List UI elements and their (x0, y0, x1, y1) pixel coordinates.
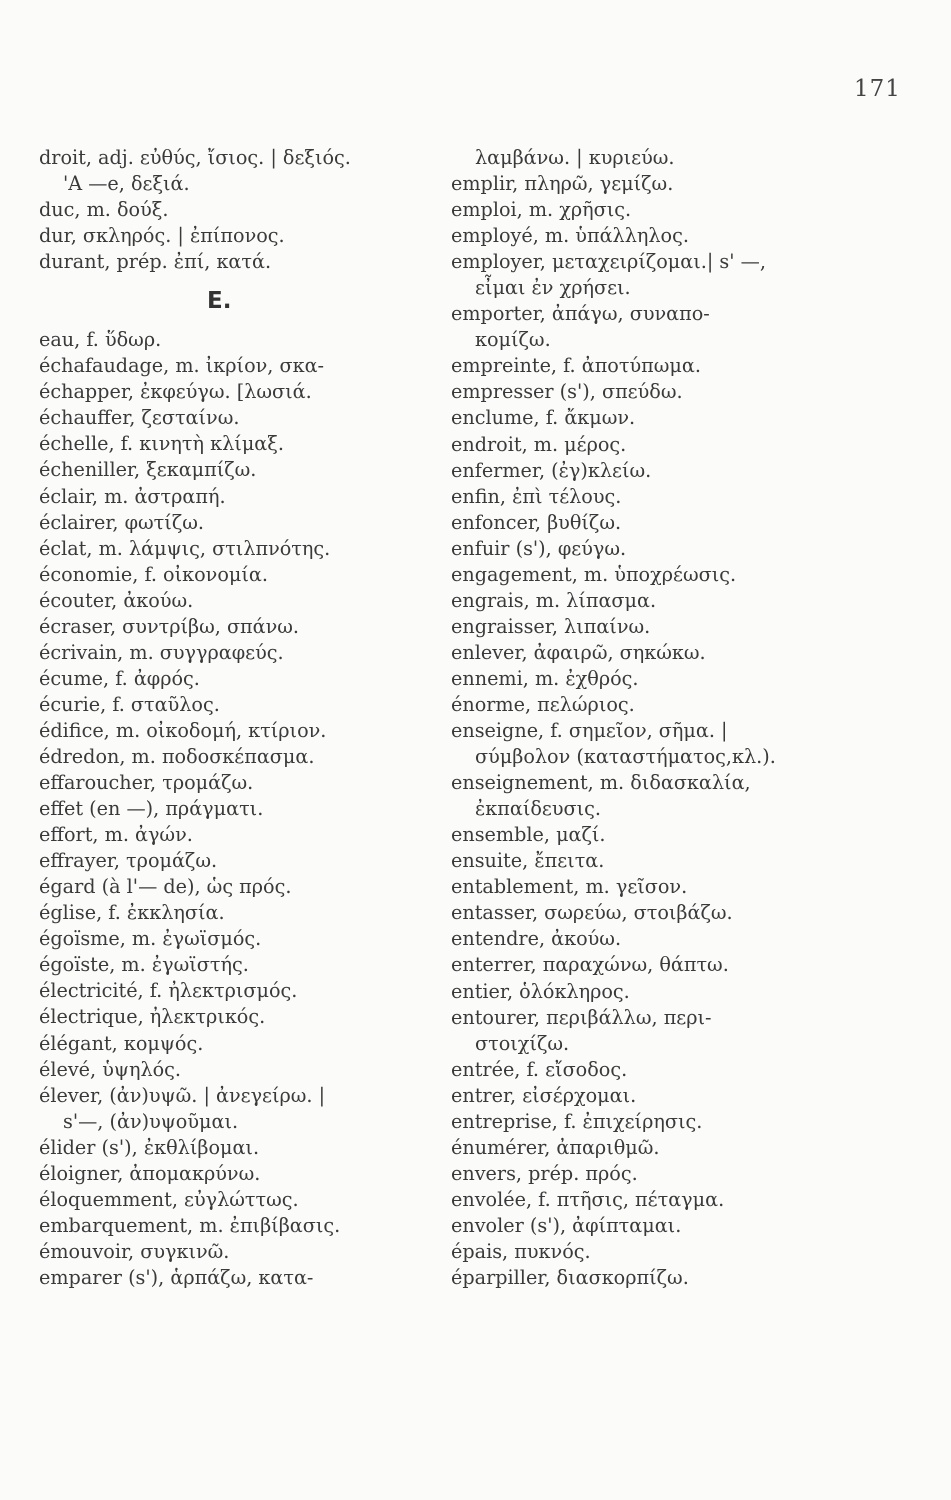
dictionary-entry: emploi, m. χρῆσις. (451, 198, 632, 222)
dictionary-entry: égoïste, m. ἐγωϊστής. (39, 953, 249, 977)
dictionary-entry: élider (s'), ἐκθλίβομαι. (39, 1135, 260, 1159)
dictionary-entry: entasser, σωρεύω, στοιβάζω. (451, 901, 733, 925)
dictionary-entry: ἐκπαίδευσις. (475, 797, 602, 821)
dictionary-entry: effet (en —), πράγματι. (39, 797, 264, 821)
dictionary-entry: envers, prép. πρός. (451, 1161, 638, 1185)
dictionary-entry: ensemble, μαζί. (451, 823, 606, 847)
dictionary-entry: ennemi, m. ἐχθρός. (451, 666, 639, 690)
dictionary-entry: duc, m. δούξ. (39, 198, 169, 222)
dictionary-entry: empresser (s'), σπεύδω. (451, 380, 683, 404)
dictionary-entry: éloquemment, εὐγλώττως. (39, 1187, 299, 1211)
page-number: 171 (854, 76, 901, 102)
dictionary-entry: εἶμαι ἐν χρήσει. (475, 276, 631, 300)
dictionary-entry: enseignement, m. διδασκαλία, (451, 771, 751, 795)
dictionary-entry: employer, μεταχειρίζομαι.| s' —, (451, 250, 766, 274)
dictionary-entry: enseigne, f. σημεῖον, σῆμα. | (451, 719, 728, 743)
dictionary-entry: édredon, m. ποδοσκέπασμα. (39, 744, 315, 768)
dictionary-entry: enfermer, (ἐγ)κλείω. (451, 458, 652, 482)
dictionary-entry: épais, πυκνός. (451, 1239, 591, 1263)
dictionary-entry: écraser, συντρίβω, σπάνω. (39, 614, 300, 638)
left-column (39, 145, 351, 1291)
dictionary-entry: entablement, m. γεῖσον. (451, 875, 688, 899)
dictionary-entry: κομίζω. (475, 328, 551, 352)
dictionary-entry: enfuir (s'), φεύγω. (451, 536, 627, 560)
dictionary-entry: enfoncer, βυθίζω. (451, 510, 622, 534)
dictionary-entry: enterrer, παραχώνω, θάπτω. (451, 953, 729, 977)
dictionary-entry: élégant, κομψός. (39, 1031, 204, 1055)
dictionary-entry: durant, prép. ἐπί, κατά. (39, 250, 272, 274)
dictionary-entry: échauffer, ζεσταίνω. (39, 406, 240, 430)
dictionary-entry: entendre, ἀκούω. (451, 927, 622, 951)
dictionary-entry: éclairer, φωτίζω. (39, 510, 204, 534)
dictionary-entry: σύμβολον (καταστήματος,κλ.). (475, 745, 776, 769)
dictionary-entry: écurie, f. σταῦλος. (39, 692, 220, 716)
dictionary-entry: enclume, f. ἄκμων. (451, 406, 636, 430)
dictionary-entry: échapper, ἐκφεύγω. [λωσιά. (39, 380, 312, 404)
dictionary-entry: emporter, ἀπάγω, συναπο- (451, 302, 710, 326)
dictionary-entry: électrique, ἠλεκτρικός. (39, 1005, 266, 1029)
dictionary-entry: 'A —e, δεξιά. (63, 172, 190, 196)
dictionary-entry: écume, f. ἀφρός. (39, 666, 200, 690)
dictionary-entry: entrée, f. εἴσοδος. (451, 1057, 628, 1081)
dictionary-entry: entourer, περιβάλλω, περι- (451, 1005, 712, 1029)
dictionary-entry: droit, adj. εὐθύς, ἴσιος. | δεξιός. (39, 146, 351, 169)
dictionary-entry: écouter, ἀκούω. (39, 588, 194, 612)
dictionary-entry: égard (à l'— de), ὡς πρός. (39, 875, 292, 899)
dictionary-entry: entrer, εἰσέρχομαι. (451, 1083, 637, 1107)
dictionary-entry: engrais, m. λίπασμα. (451, 588, 657, 612)
dictionary-entry: engagement, m. ὑποχρέωσις. (451, 562, 737, 586)
dictionary-entry: employé, m. ὑπάλληλος. (451, 224, 689, 248)
dictionary-entry: emparer (s'), ἁρπάζω, κατα- (39, 1265, 314, 1289)
dictionary-entry: échafaudage, m. ἰκρίον, σκα- (39, 354, 325, 378)
dictionary-entry: ensuite, ἔπειτα. (451, 849, 605, 873)
dictionary-entry: effort, m. ἀγών. (39, 823, 193, 847)
dictionary-entry: énumérer, ἀπαριθμῶ. (451, 1135, 660, 1159)
dictionary-entry: στοιχίζω. (475, 1031, 570, 1055)
dictionary-entry: économie, f. οἰκονομία. (39, 562, 268, 586)
dictionary-entry: entreprise, f. ἐπιχείρησις. (451, 1109, 703, 1133)
dictionary-entry: empreinte, f. ἀποτύπωμα. (451, 354, 701, 378)
dictionary-entry: éloigner, ἀπομακρύνω. (39, 1161, 261, 1185)
dictionary-entry: eau, f. ὕδωρ. (39, 328, 162, 352)
dictionary-entry: s'—, (ἀν)υψοῦμαι. (63, 1109, 239, 1133)
dictionary-entry: effaroucher, τρομάζω. (39, 771, 254, 795)
dictionary-entry: emplir, πληρῶ, γεμίζω. (451, 172, 674, 196)
dictionary-entry: envoler (s'), ἀφίπταμαι. (451, 1213, 682, 1237)
dictionary-entry: écrivain, m. συγγραφεύς. (39, 640, 284, 664)
dictionary-entry: édifice, m. οἰκοδομή, κτίριον. (39, 718, 327, 742)
dictionary-entry: éparpiller, διασκορπίζω. (451, 1266, 689, 1290)
dictionary-entry: embarquement, m. ἐπιβίβασις. (39, 1213, 341, 1237)
dictionary-entry: énorme, πελώριος. (451, 692, 635, 716)
dictionary-entry: éclat, m. λάμψις, στιλπνότης. (39, 536, 331, 560)
dictionary-entry: dur, σκληρός. | ἐπίπονος. (39, 224, 285, 248)
dictionary-entry: engraisser, λιπαίνω. (451, 614, 651, 638)
dictionary-entry: élevé, ὑψηλός. (39, 1057, 182, 1081)
right-column (451, 145, 776, 1291)
dictionary-entry: égoïsme, m. ἐγωϊσμός. (39, 927, 262, 951)
dictionary-entry: église, f. ἐκκλησία. (39, 901, 225, 925)
dictionary-entry: enlever, ἀφαιρῶ, σηκώκω. (451, 640, 706, 664)
dictionary-entry: enfin, ἐπὶ τέλους. (451, 484, 622, 508)
dictionary-entry: échelle, f. κινητὴ κλίμαξ. (39, 432, 284, 456)
dictionary-entry: écheniller, ξεκαμπίζω. (39, 458, 257, 482)
dictionary-entry: éclair, m. ἀστραπή. (39, 484, 226, 508)
dictionary-entry: envolée, f. πτῆσις, πέταγμα. (451, 1187, 725, 1211)
dictionary-entry: endroit, m. μέρος. (451, 432, 627, 456)
section-heading: E. (207, 288, 232, 315)
dictionary-entry: émouvoir, συγκινῶ. (39, 1239, 230, 1263)
dictionary-entry: effrayer, τρομάζω. (39, 849, 218, 873)
dictionary-entry: λαμβάνω. | κυριεύω. (475, 146, 675, 169)
dictionary-entry: élever, (ἀν)υψῶ. | ἀνεγείρω. | (39, 1083, 326, 1107)
dictionary-entry: entier, ὁλόκληρος. (451, 979, 630, 1003)
dictionary-entry: électricité, f. ἠλεκτρισμός. (39, 979, 298, 1003)
